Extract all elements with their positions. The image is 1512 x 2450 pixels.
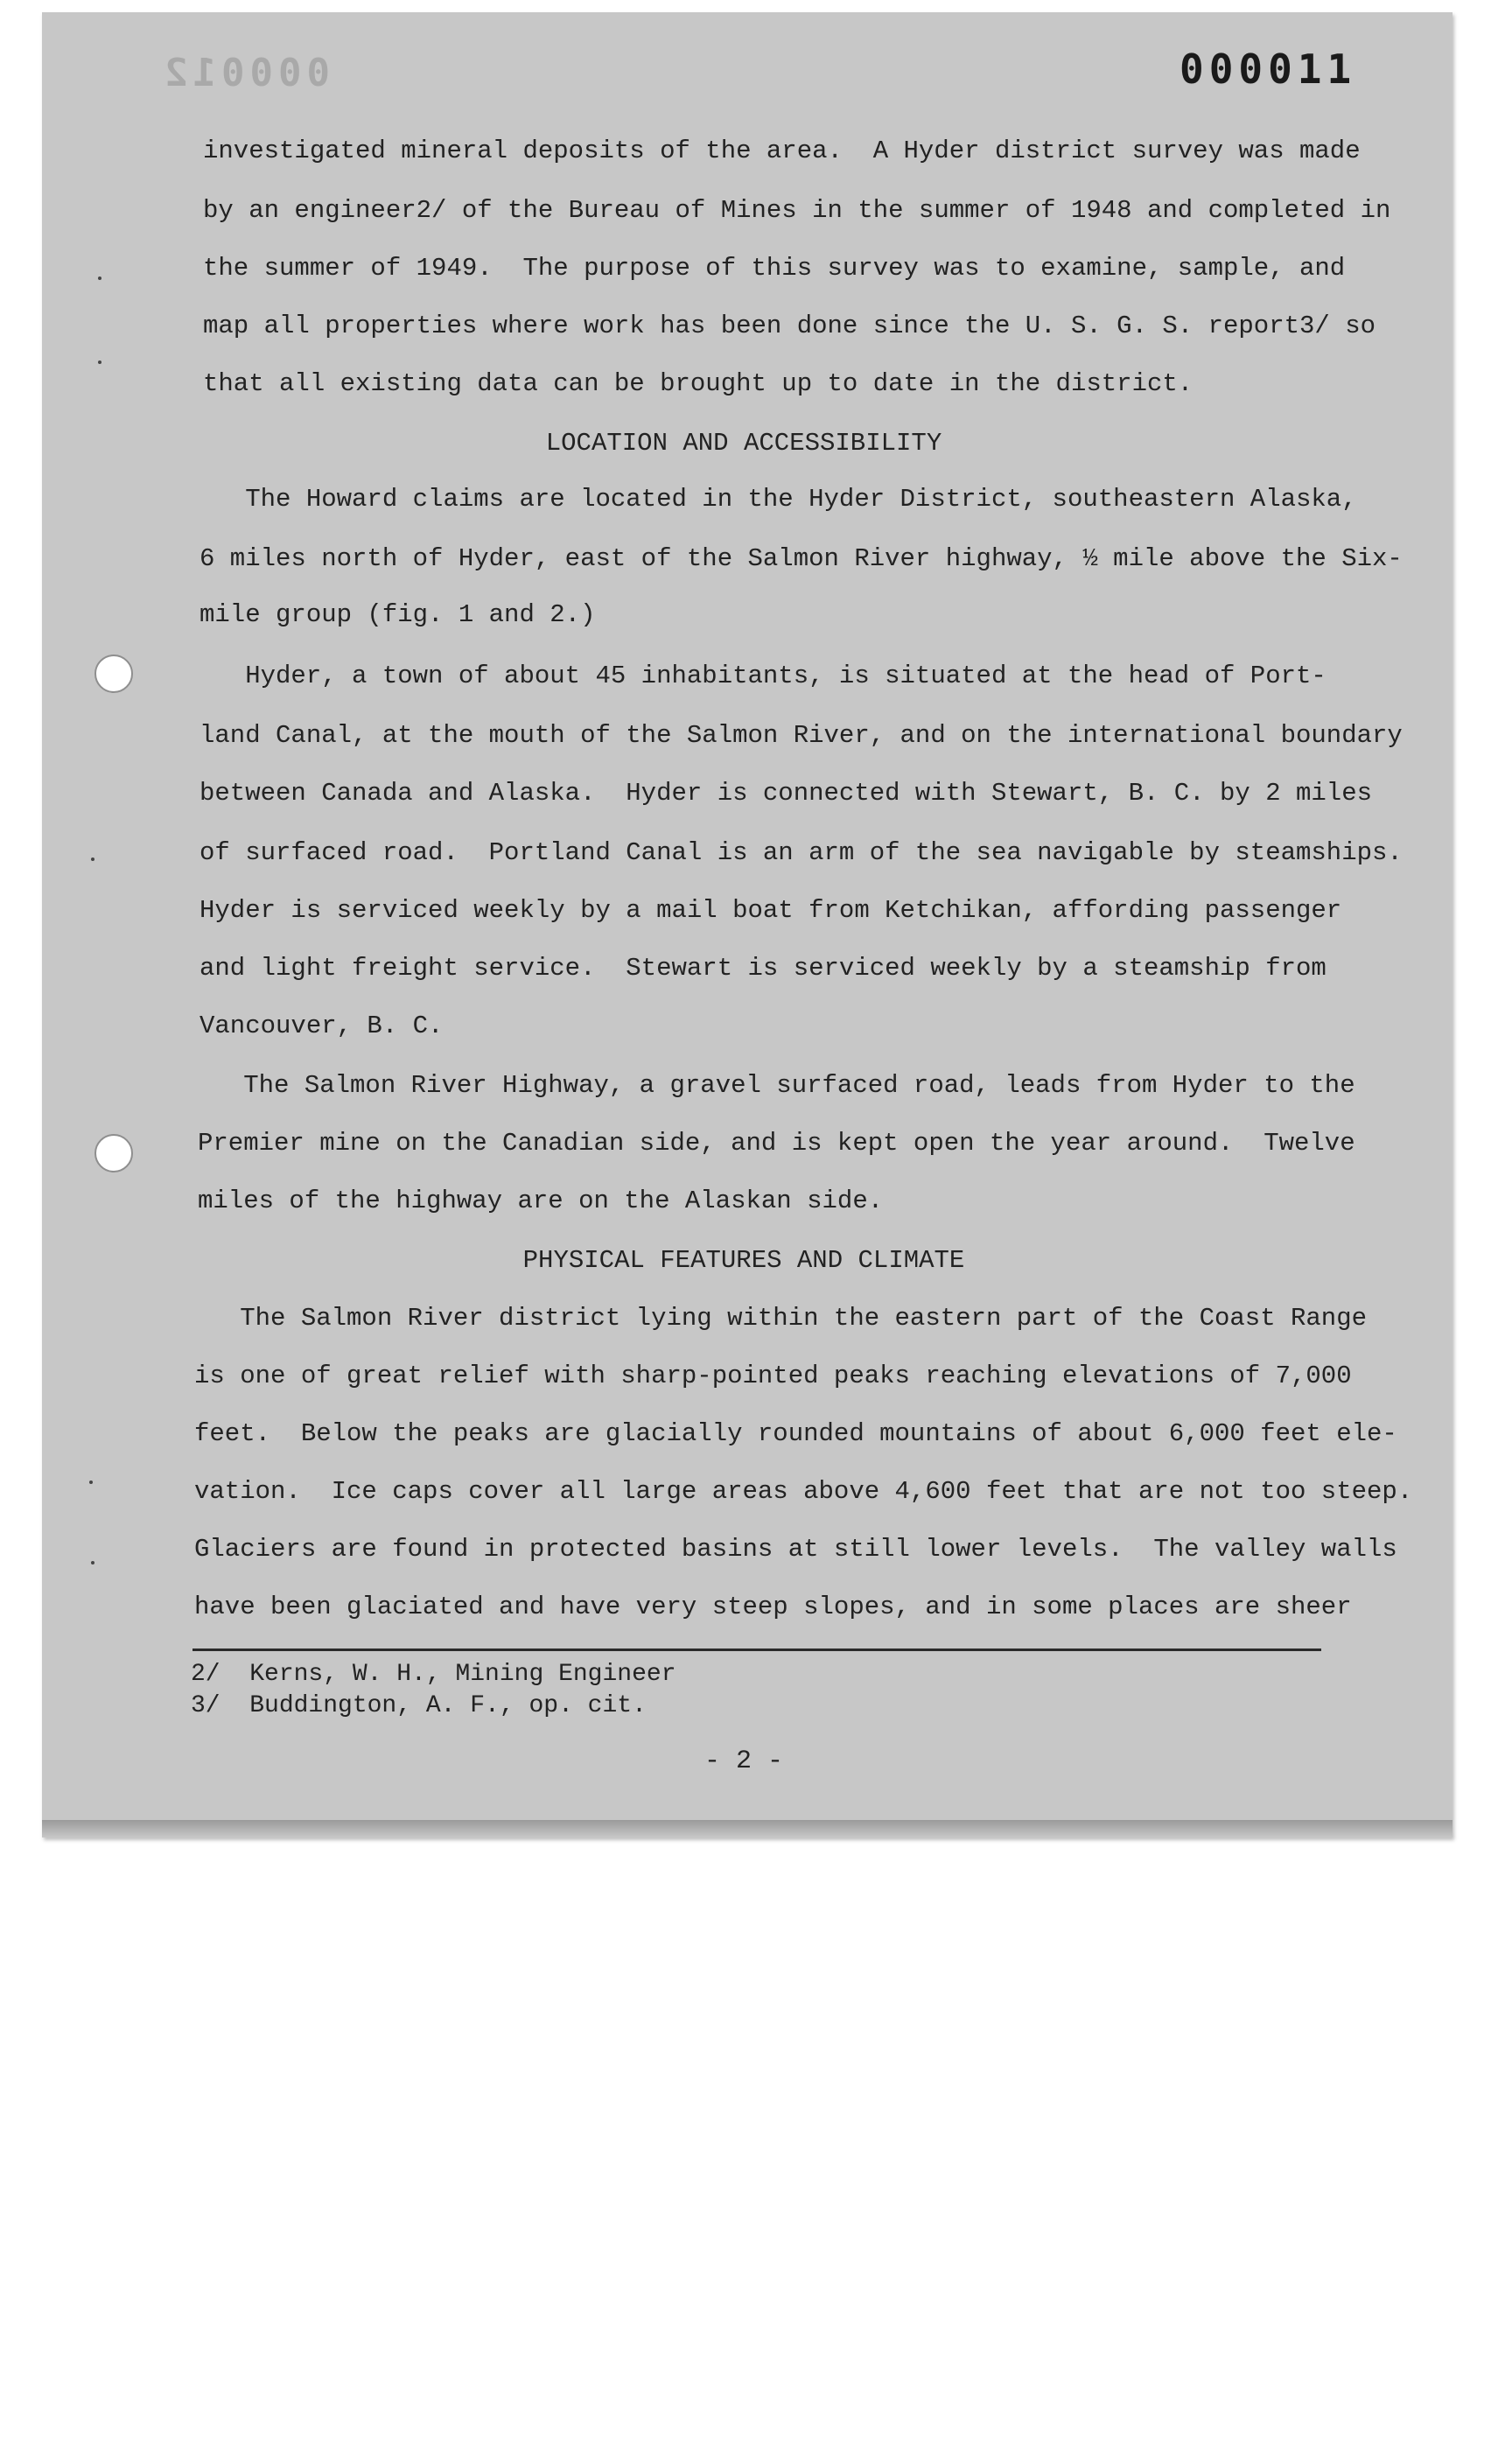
margin-speck: [91, 858, 94, 861]
body-line: 6 miles north of Hyder, east of the Salmon River highway, ½ mile above the Six-: [200, 544, 1403, 573]
body-line: miles of the highway are on the Alaskan side.: [198, 1186, 884, 1215]
body-line: The Salmon River district lying within the eastern part of the Coast Range: [194, 1304, 1368, 1333]
document-page-code: 000011: [1180, 46, 1357, 93]
body-line: of surfaced road. Portland Canal is an arm of the sea navigable by steamships.: [200, 838, 1403, 867]
body-line: Premier mine on the Canadian side, and is kept open the year around. Twelve: [198, 1129, 1355, 1158]
body-line: map all properties where work has been done since the U. S. G. S. report3/ so: [203, 312, 1376, 340]
binder-hole-upper: [94, 654, 133, 693]
page-number: - 2 -: [704, 1746, 783, 1776]
body-line: investigated mineral deposits of the area. A Hyder district survey was made: [203, 136, 1361, 165]
margin-speck: [89, 1480, 93, 1484]
footnote-2: 2/ Kerns, W. H., Mining Engineer: [191, 1661, 676, 1688]
bleed-through-page-code: 000012: [159, 51, 330, 95]
body-line: is one of great relief with sharp-pointed peaks reaching elevations of 7,000: [194, 1362, 1352, 1390]
binder-hole-lower: [94, 1134, 133, 1172]
body-line: between Canada and Alaska. Hyder is connected with Stewart, B. C. by 2 miles: [200, 779, 1373, 808]
body-line: by an engineer2/ of the Bureau of Mines in the summer of 1948 and completed in: [203, 196, 1391, 225]
body-line: Vancouver, B. C.: [200, 1012, 444, 1040]
scanned-page: [42, 12, 1452, 1838]
body-line: feet. Below the peaks are glacially rounded mountains of about 6,000 feet ele-: [194, 1419, 1397, 1448]
footnote-3: 3/ Buddington, A. F., op. cit.: [191, 1692, 647, 1719]
body-line: land Canal, at the mouth of the Salmon River, and on the international boundary: [200, 721, 1403, 750]
body-line: Hyder is serviced weekly by a mail boat from Ketchikan, affording passenger: [200, 896, 1342, 925]
body-line: Hyder, a town of about 45 inhabitants, is situated at the head of Port-: [200, 662, 1326, 690]
body-line: and light freight service. Stewart is serviced weekly by a steamship from: [200, 954, 1326, 983]
body-line: that all existing data can be brought up to date in the district.: [203, 369, 1194, 398]
body-line: Glaciers are found in protected basins at still lower levels. The valley walls: [194, 1535, 1397, 1564]
footnote-divider: [192, 1648, 1321, 1651]
body-line: vation. Ice caps cover all large areas above 4,600 feet that are not too steep.: [194, 1477, 1413, 1506]
body-line: mile group (fig. 1 and 2.): [200, 600, 596, 629]
section-heading-location: LOCATION AND ACCESSIBILITY: [545, 429, 942, 458]
body-line: have been glaciated and have very steep slopes, and in some places are sheer: [194, 1592, 1352, 1621]
body-line: the summer of 1949. The purpose of this survey was to examine, sample, and: [203, 254, 1346, 283]
page-bottom-shadow: [42, 1820, 1452, 1838]
section-heading-physical-features: PHYSICAL FEATURES AND CLIMATE: [522, 1246, 965, 1275]
margin-speck: [98, 276, 102, 280]
margin-speck: [98, 360, 102, 364]
body-line: The Salmon River Highway, a gravel surfaced road, leads from Hyder to the: [198, 1071, 1355, 1100]
body-line: The Howard claims are located in the Hyder District, southeastern Alaska,: [200, 485, 1357, 514]
margin-speck: [91, 1561, 94, 1564]
